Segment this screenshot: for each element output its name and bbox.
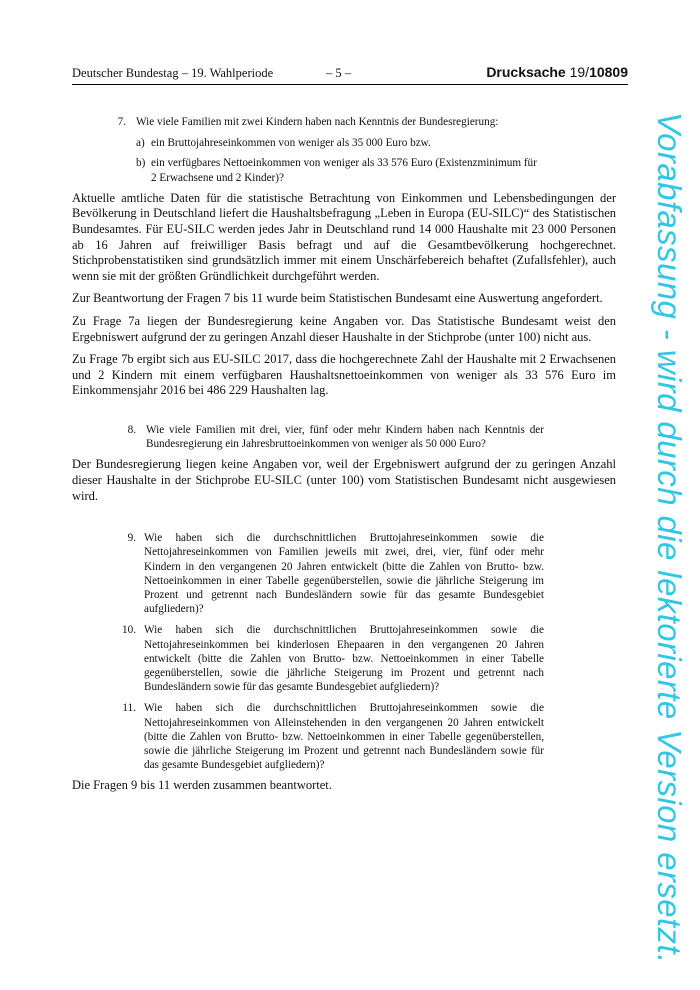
document-number [486, 64, 628, 80]
document-number-label: Drucksache [486, 64, 566, 80]
document-number-prefix: 19/ [569, 64, 590, 80]
question-number: 9. [127, 532, 136, 545]
subquestion-label: a) [136, 137, 145, 150]
answer-paragraph: Zur Beantwortung der Fragen 7 bis 11 wurde beim Statistischen Bundesamt eine Auswertung angefordert. [72, 291, 603, 306]
subquestion-label: b) [136, 157, 146, 170]
question-text: Wie haben sich die durchschnittlichen Bruttojahreseinkommen sowie die Nettojahreseinkommen von Familien jeweils mit zwei, drei, vier, fünf oder mehr Kindern in den vergangenen 20 Jahren entwickelt (bitte die Zahlen von Brutto- bzw. Nettoeinkommen in einer Tabelle gegenüberstellen, sowie die jährliche Steigerung im Prozent und getrennt nach Bundesländern sowie für das gesamte Bundesgebiet aufgliedern)? [144, 532, 544, 616]
question-number: 7. [117, 116, 126, 128]
answer-paragraph: Der Bundesregierung liegen keine Angaben vor, weil der Ergebniswert aufgrund der zu geringen Anzahl dieser Haushalte in der Stichprobe EU-SILC (unter 100) vom Statistischen Bundesamt nicht ausgewiesen wird. [72, 457, 616, 503]
document-number-value: 10809 [589, 64, 628, 80]
header-parliament: Deutscher Bundestag – 19. Wahlperiode [72, 66, 274, 80]
page-content [72, 112, 616, 794]
page-header [72, 66, 628, 86]
question-7b [136, 156, 544, 184]
question-8 [108, 423, 544, 451]
question-11 [108, 701, 544, 772]
question-text: Wie viele Familien mit zwei Kindern haben nach Kenntnis der Bundesregierung: [136, 116, 499, 128]
answer-paragraph: Zu Frage 7b ergibt sich aus EU-SILC 2017, dass die hochgerechnete Zahl der Haushalte mit 2 Erwachsenen und 2 Kindern mit einem verfügbaren Haushaltsnettoeinkommen von weniger als 33 576 Euro im Einkommensjahr 2016 bei 486 229 Haushalten lag. [72, 352, 616, 398]
question-7 [108, 115, 544, 129]
question-10 [108, 623, 544, 694]
subquestion-text: ein verfügbares Nettoeinkommen von weniger als 33 576 Euro (Existenzminimum für 2 Erwachsene und 2 Kinder)? [151, 157, 537, 184]
question-7a [136, 136, 544, 150]
watermark-text: Vorabfassung - wird durch die lektorierte Version ersetzt. [651, 112, 688, 964]
question-number: 11. [122, 702, 136, 715]
watermark [640, 112, 690, 964]
answer-paragraph: Aktuelle amtliche Daten für die statistische Betrachtung von Einkommen und Lebensbedingungen der Bevölkerung in Deutschland liefert die Haushaltsbefragung „Leben in Europa (EU-SILC)“ des Statistischen Bundesamtes. Für EU-SILC werden jedes Jahr in Deutschland rund 14 000 Haushalte mit 23 000 Personen ab 16 Jahren auf freiwilliger Basis befragt und auf die Gesamtbevölkerung hochgerechnet. Stichprobenstatistiken sind grundsätzlich immer mit einem Unschärfebereich behaftet (Zufallsfehler), auch wenn sie mit der größten Gründlichkeit durchgeführt werden. [72, 190, 616, 283]
question-number: 8. [127, 423, 136, 436]
question-text: Wie haben sich die durchschnittlichen Bruttojahreseinkommen sowie die Nettojahreseinkommen von Alleinstehenden in den vergangenen 20 Jahren entwickelt (bitte die Zahlen von Brutto- bzw. Nettoeinkommen in einer Tabelle gegenüberstellen, sowie die jährliche Steigerung im Prozent und getrennt nach Bundesländern sowie für das gesamte Bundesgebiet aufgliedern)? [144, 702, 544, 772]
answer-paragraph: Zu Frage 7a liegen der Bundesregierung keine Angaben vor. Das Statistische Bundesamt weist den Ergebniswert aufgrund der zu geringen Anzahl dieser Haushalte in der Stichprobe (unter 100) nicht aus. [72, 313, 616, 344]
question-9 [108, 531, 544, 616]
question-text: Wie haben sich die durchschnittlichen Bruttojahreseinkommen sowie die Nettojahreseinkommen bei kinderlosen Ehepaaren in den vergangenen 20 Jahren entwickelt (bitte die Zahlen von Brutto- bzw. Nettoeinkommen in einer Tabelle gegenüberstellen, sowie die jährliche Steigerung im Prozent und getrennt nach Bundesländern sowie für das gesamte Bundesgebiet aufgliedern)? [144, 624, 544, 694]
question-text: Wie viele Familien mit drei, vier, fünf oder mehr Kindern haben nach Kenntnis der Bundesregierung ein Jahresbruttoeinkommen von weniger als 50 000 Euro? [146, 423, 544, 451]
page-number: – 5 – [326, 66, 351, 80]
header-rule [72, 84, 628, 85]
answer-paragraph: Die Fragen 9 bis 11 werden zusammen beantwortet. [72, 778, 332, 793]
subquestion-text: ein Bruttojahreseinkommen von weniger als 35 000 Euro bzw. [151, 137, 431, 150]
question-number: 10. [122, 624, 136, 637]
